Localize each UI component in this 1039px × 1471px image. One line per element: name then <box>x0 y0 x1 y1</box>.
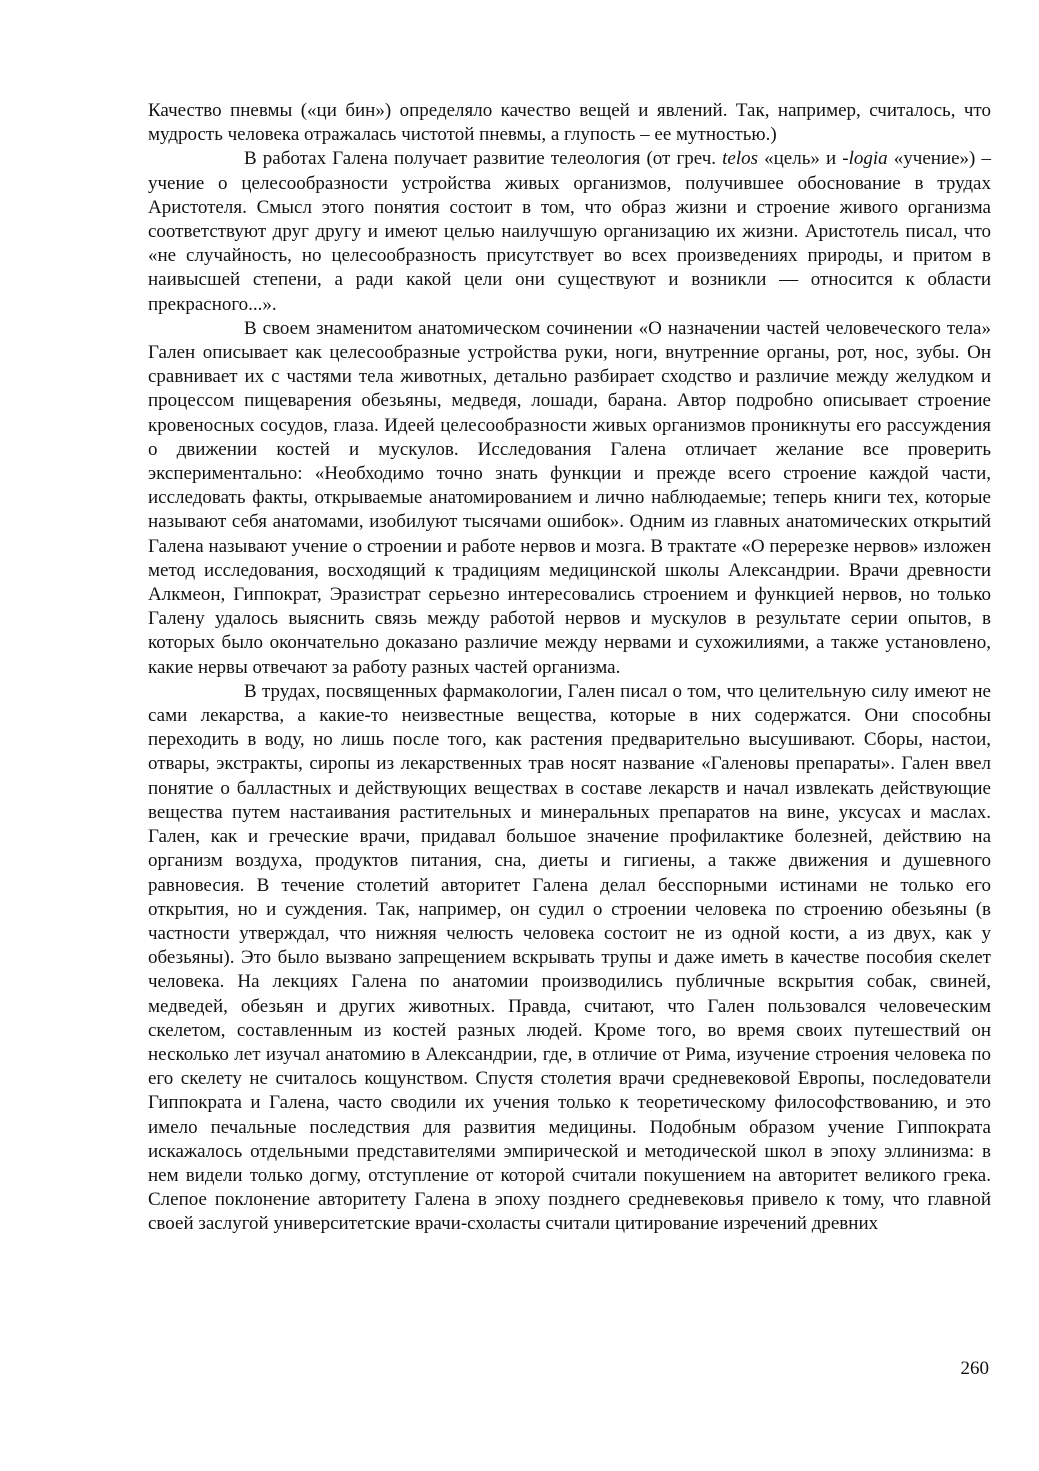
paragraph-text: «цель» и <box>758 148 843 170</box>
paragraph <box>148 147 991 316</box>
paragraph-text: «учение») – учение о целесообразности устройства живых организмов, получившее обоснование в трудах Аристотеля. Смысл этого понятия состоит в том, что образ жизни и строение живого организма соответствуют друг другу и имеют целью наилучшую организацию их жизни. Аристотель писал, что «не случайность, но целесообразность присутствует во всех произведениях природы, и притом в наивысшей степени, а ради какой цели они существуют и возникли — относится к области прекрасного...». <box>148 148 991 315</box>
paragraph <box>148 99 991 147</box>
page-body <box>148 99 991 1237</box>
paragraph-text: В трудах, посвященных фармакологии, Гален писал о том, что целительную силу имеют не сами лекарства, а какие-то неизвестные вещества, которые в них содержатся. Они способны переходить в воду, но лишь после того, как растения предварительно высушивают. Сборы, настои, отвары, экстракты, сиропы из лекарственных трав носят название «Галеновы препараты». Гален ввел понятие о балластных и действующих веществах в составе лекарств и начал извлекать действующие вещества путем настаивания растительных и минеральных препаратов на вине, уксусах и маслах. Гален, как и греческие врачи, придавал большое значение профилактике болезней, действию на организм воздуха, продуктов питания, сна, диеты и гигиены, а также движения и душевного равновесия. В течение столетий авторитет Галена делал бесспорными истинами не только его открытия, но и суждения. Так, например, он судил о строении человека по строению обезьяны (в частности утверждал, что нижняя челюсть человека состоит не из одной кости, а из двух, как у обезьяны). Это было вызвано запрещением вскрывать трупы и даже иметь в качестве пособия скелет человека. На лекциях Галена по анатомии производились публичные вскрытия собак, свиней, медведей, обезьян и других животных. Правда, считают, что Гален пользовался человеческим скелетом, составленным из костей разных людей. Кроме того, во время своих путешествий он несколько лет изучал анатомию в Александрии, где, в отличие от Рима, изучение строения человека по его скелету не считалось кощунством. Спустя столетия врачи средневековой Европы, последователи Гиппократа и Галена, часто сводили их учения только к теоретическому философствованию, и это имело печальные последствия для развития медицины. Подобным образом учение Гиппократа искажалось отдельными представителями эмпирической и методической школ в эпоху эллинизма: в нем видели только догму, отступление от которой считали покушением на авторитет великого грека. Слепое поклонение авторитету Галена в эпоху позднего средневековья привело к тому, что главной своей заслугой университетские врачи-схоласты считали цитирование изречений древних <box>148 680 991 1235</box>
italic-term: telos <box>722 148 759 170</box>
paragraph <box>148 680 991 1237</box>
page-number: 260 <box>960 1358 989 1379</box>
paragraph <box>148 317 991 680</box>
italic-term: -logia <box>842 148 888 170</box>
paragraph-text: Качество пневмы («ци бин») определяло качество вещей и явлений. Так, например, считалось, что мудрость человека отражалась чистотой пневмы, а глупость – ее мутностью.) <box>148 100 991 146</box>
paragraph-text: В работах Галена получает развитие телеология (от греч. <box>244 148 723 170</box>
paragraph-text: В своем знаменитом анатомическом сочинении «О назначении частей человеческого тела» Гален описывает как целесообразные устройства руки, ноги, внутренние органы, рот, нос, зубы. Он сравнивает их с частями тела животных, детально разбирает сходство и различие между желудком и процессом пищеварения обезьяны, медведя, лошади, барана. Автор подробно описывает строение кровеносных сосудов, глаза. Идеей целесообразности живых организмов проникнуты его рассуждения о движении костей и мускулов. Исследования Галена отличает желание все проверить экспериментально: «Необходимо точно знать функции и прежде всего строение каждой части, исследовать факты, открываемые анатомированием и лично наблюдаемые; теперь книги тех, которые называют себя анатомами, изобилуют тысячами ошибок». Одним из главных анатомических открытий Галена называют учение о строении и работе нервов и мозга. В трактате «О перерезке нервов» изложен метод исследования, восходящий к традициям медицинской школы Александрии. Врачи древности Алкмеон, Гиппократ, Эразистрат серьезно интересовались строением и функцией нервов, но только Галену удалось выяснить связь между работой нервов и мускулов в результате серии опытов, в которых было окончательно доказано различие между нервами и сухожилиями, а также установлено, какие нервы отвечают за работу разных частей организма. <box>148 317 991 678</box>
